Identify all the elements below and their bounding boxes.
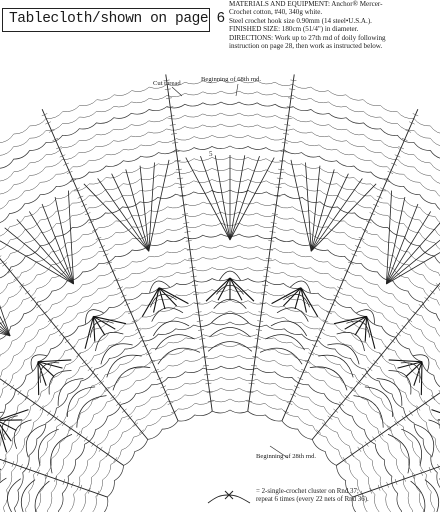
stitch-tick	[92, 442, 95, 447]
mesh-round	[0, 300, 440, 512]
pineapple-row	[153, 321, 189, 336]
pineapple-row	[0, 478, 6, 510]
fan-rib	[215, 155, 230, 240]
stitch-tick	[424, 400, 427, 405]
pineapple-row	[77, 396, 107, 428]
blossom-petal	[38, 362, 39, 395]
pineapple-row	[377, 379, 402, 406]
mesh-round	[0, 267, 440, 512]
pineapple-row	[155, 335, 194, 350]
chart-spoke	[0, 385, 107, 497]
blossom-petal	[230, 278, 254, 301]
pineapple-row	[51, 434, 72, 473]
pineapple-row	[67, 387, 95, 417]
blossom-petal	[142, 288, 159, 317]
blossom-petal	[365, 316, 366, 341]
blossom-petal	[218, 278, 230, 300]
blossom-petal	[432, 410, 440, 421]
materials-line: Crochet cotton, #40, 340g white.	[229, 8, 323, 17]
blossom-petal	[206, 278, 230, 301]
blossom-petal	[85, 316, 93, 348]
beginning-68-leader	[236, 84, 238, 96]
pineapple-row	[318, 355, 353, 377]
materials-line: FINISHED SIZE: 180cm (51/4") in diameter.	[229, 25, 359, 34]
stitch-tick	[33, 400, 36, 405]
mesh-round	[0, 135, 440, 512]
stitch-tick	[62, 421, 65, 426]
stitch-tick	[395, 421, 398, 426]
chart-motifs	[0, 155, 440, 512]
fan-rib	[42, 204, 74, 284]
beginning-28-label: Beginning of 28th rnd.	[256, 453, 317, 460]
pineapple-row	[58, 379, 83, 406]
cluster-symbol-icon	[206, 487, 254, 509]
beginning-68-label: Beginning of 68th rnd.	[201, 76, 262, 83]
pineapple-row	[101, 344, 133, 365]
mesh-round	[23, 333, 436, 512]
pineapple-row	[211, 313, 248, 322]
blossom-petal	[389, 360, 422, 362]
stitch-tick	[99, 447, 102, 452]
blossom-petal	[367, 316, 375, 348]
pineapple-row	[158, 348, 200, 364]
chart-spoke	[0, 176, 148, 439]
fan-rib	[386, 211, 430, 284]
mesh-round	[0, 245, 440, 512]
stitch-tick	[350, 452, 353, 457]
legend-text	[256, 488, 369, 504]
pineapple-row	[354, 396, 384, 428]
stitch-tick	[409, 411, 412, 416]
legend	[206, 487, 438, 512]
round-marker-5: 5	[209, 150, 213, 158]
blossom-petal	[230, 278, 242, 300]
fan-rib	[230, 156, 260, 240]
pineapple-row	[214, 299, 247, 308]
mesh-round	[0, 212, 440, 512]
fan-rib	[230, 155, 245, 240]
stitch-tick	[77, 431, 80, 436]
blossom-petal	[421, 362, 422, 395]
fan-rib	[0, 278, 10, 336]
pineapple-row	[365, 387, 393, 417]
stitch-tick	[10, 385, 13, 390]
materials-line: Steel crochet hook size 0.90mm (14 steel•U.S.A.).	[229, 16, 372, 25]
mesh-round	[12, 322, 440, 512]
mesh-round	[0, 113, 440, 512]
mesh-round	[0, 289, 440, 512]
fan-rib	[98, 178, 149, 251]
cut-thread-leader	[172, 87, 182, 96]
blossom-petal	[93, 316, 94, 341]
fan-rib	[0, 237, 74, 284]
chart-spokes	[0, 74, 440, 512]
pineapple-row	[327, 344, 359, 365]
blossom-petal	[38, 360, 71, 362]
pineapple-row	[265, 335, 304, 350]
pineapple-row	[388, 434, 409, 473]
fan-rib	[29, 211, 73, 284]
materials-line: instruction on page 28, then work as instructed below.	[229, 42, 383, 51]
pineapple-row	[271, 321, 307, 336]
fan-rib	[17, 219, 74, 284]
stitch-tick	[106, 452, 109, 457]
stitch-tick	[47, 411, 50, 416]
pineapple-row	[35, 481, 49, 512]
stitch-tick	[402, 416, 405, 421]
stitch-tick	[55, 416, 58, 421]
stitch-tick	[18, 390, 21, 395]
stitch-tick	[380, 431, 383, 436]
pineapple-row	[113, 367, 150, 390]
legend-line: = 2-single-crochet cluster on Rnd 37;	[256, 488, 359, 495]
stitch-tick	[365, 442, 368, 447]
blossom-petal	[0, 420, 11, 441]
blossom-petal	[334, 316, 367, 323]
fan-rib	[200, 156, 230, 240]
pineapple-row	[152, 308, 183, 322]
mesh-round	[0, 91, 440, 512]
legend-line: repeat 6 times (every 22 nets of Rnd 36).	[256, 496, 369, 504]
blossom-petal	[93, 316, 126, 323]
stitch-tick	[3, 380, 6, 385]
materials-line: MATERIALS AND EQUIPMENT: Anchor® Mercer-	[229, 0, 383, 8]
pineapple-row	[277, 308, 308, 322]
materials-line: DIRECTIONS: Work up to 27th rnd of doily following	[229, 33, 386, 42]
chart-spoke	[353, 385, 440, 497]
fan-rib	[386, 237, 440, 284]
cut-thread-label: Cut thread	[153, 80, 181, 87]
stitch-tick	[84, 437, 87, 442]
page-title: Tablecloth/shown on page 6	[2, 8, 210, 32]
pineapple-row	[310, 367, 347, 390]
pineapple-row	[2, 416, 18, 440]
stitch-tick	[372, 437, 375, 442]
pineapple-row	[260, 348, 302, 364]
fan-rib	[386, 204, 418, 284]
mesh-round	[0, 223, 440, 512]
stitch-tick	[358, 447, 361, 452]
fan-rib	[311, 178, 362, 251]
blossom-petal	[301, 288, 318, 317]
pineapple-row	[107, 355, 142, 377]
